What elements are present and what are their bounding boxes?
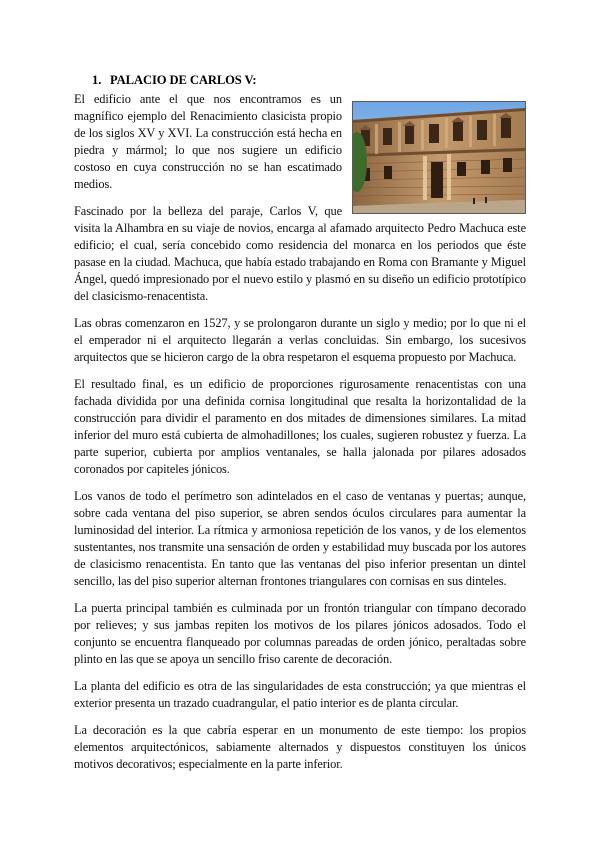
section-number: 1. [92,73,102,87]
paragraph-1: El edificio ante el que nos encontramos es un magnífico ejemplo del Renacimiento clasicista propio de los siglos XV y XVI. La construcción está hecha en piedra y mármol; lo que nos sugiere un edificio costoso en cuya construcción no se han escatimado medios. [74,92,342,191]
paragraph-3: Las obras comenzaron en 1527, y se prolongaron durante un siglo y medio; por lo que ni el el emperador ni el arquitecto llegarán a verlas concluidas. Sin embargo, los sucesivos arquitectos que se hicieron cargo de la obra respetaron el esquema propuesto por Machuca. [74,316,526,364]
section-title: PALACIO DE CARLOS V: [110,73,257,87]
section-heading [74,72,526,89]
palace-facade-photo [352,101,526,214]
paragraph-7: La planta del edificio es otra de las singularidades de esta construcción; ya que mientras el exterior presenta un trazado cuadrangular, el patio interior es de planta circular. [74,679,526,710]
paragraph-8: La decoración es la que cabría esperar en un monumento de este tiempo: los propios elementos arquitectónicos, sabiamente alternados y dispuestos constituyen los únicos motivos decorativos; especialmente en la parte inferior. [74,723,526,771]
palace-facade-illustration [353,102,525,213]
document-body [74,72,526,783]
paragraph-4: El resultado final, es un edificio de proporciones rigurosamente renacentistas con una fachada dividida por una definida cornisa longitudinal que resalta la horizontalidad de la construcción para dividir el paramento en dos mitades de dimensiones similares. La mitad inferior del muro está cubierta de almohadillones; los cuales, sugieren robustez y fuerza. La parte superior, cubierta por amplios ventanales, se halla jalonada por pilares adosados coronados por capiteles jónicos. [74,377,526,476]
paragraph-2: Fascinado por la belleza del paraje, Carlos V, que visita la Alhambra en su viaje de novios, encarga al afamado arquitecto Pedro Machuca este edificio; el cual, sería concebido como residencia del monarca en los periodos que éste pasase en la ciudad. Machuca, que había estado trabajando en Roma con Bramante y Miguel Ángel, quedó impresionado por el nuevo estilo y plasmó en su diseño un edificio prototípico del clasicismo-renacentista. [74,204,526,303]
paragraph-5: Los vanos de todo el perímetro son adintelados en el caso de ventanas y puertas; aunque, sobre cada ventana del piso superior, se abren sendos óculos circulares para aumentar la luminosidad del interior. La rítmica y armoniosa repetición de los vanos, y de los elementos sustentantes, nos transmite una sensación de orden y estabilidad muy buscada por los autores de clasicismo renacentista. En tanto que las ventanas del piso inferior presentan un dintel sencillo, las del piso superior alternan frontones triangulares con cornisas en sus dinteles. [74,489,526,588]
paragraph-6: La puerta principal también es culminada por un frontón triangular con tímpano decorado por relieves; y sus jambas repiten los motivos de los pilares jónicos adosados. Todo el conjunto se encuentra flanqueado por columnas pareadas de orden jónico, peraltadas sobre plinto en las que se apoya un sencillo friso carente de decoración. [74,601,526,666]
